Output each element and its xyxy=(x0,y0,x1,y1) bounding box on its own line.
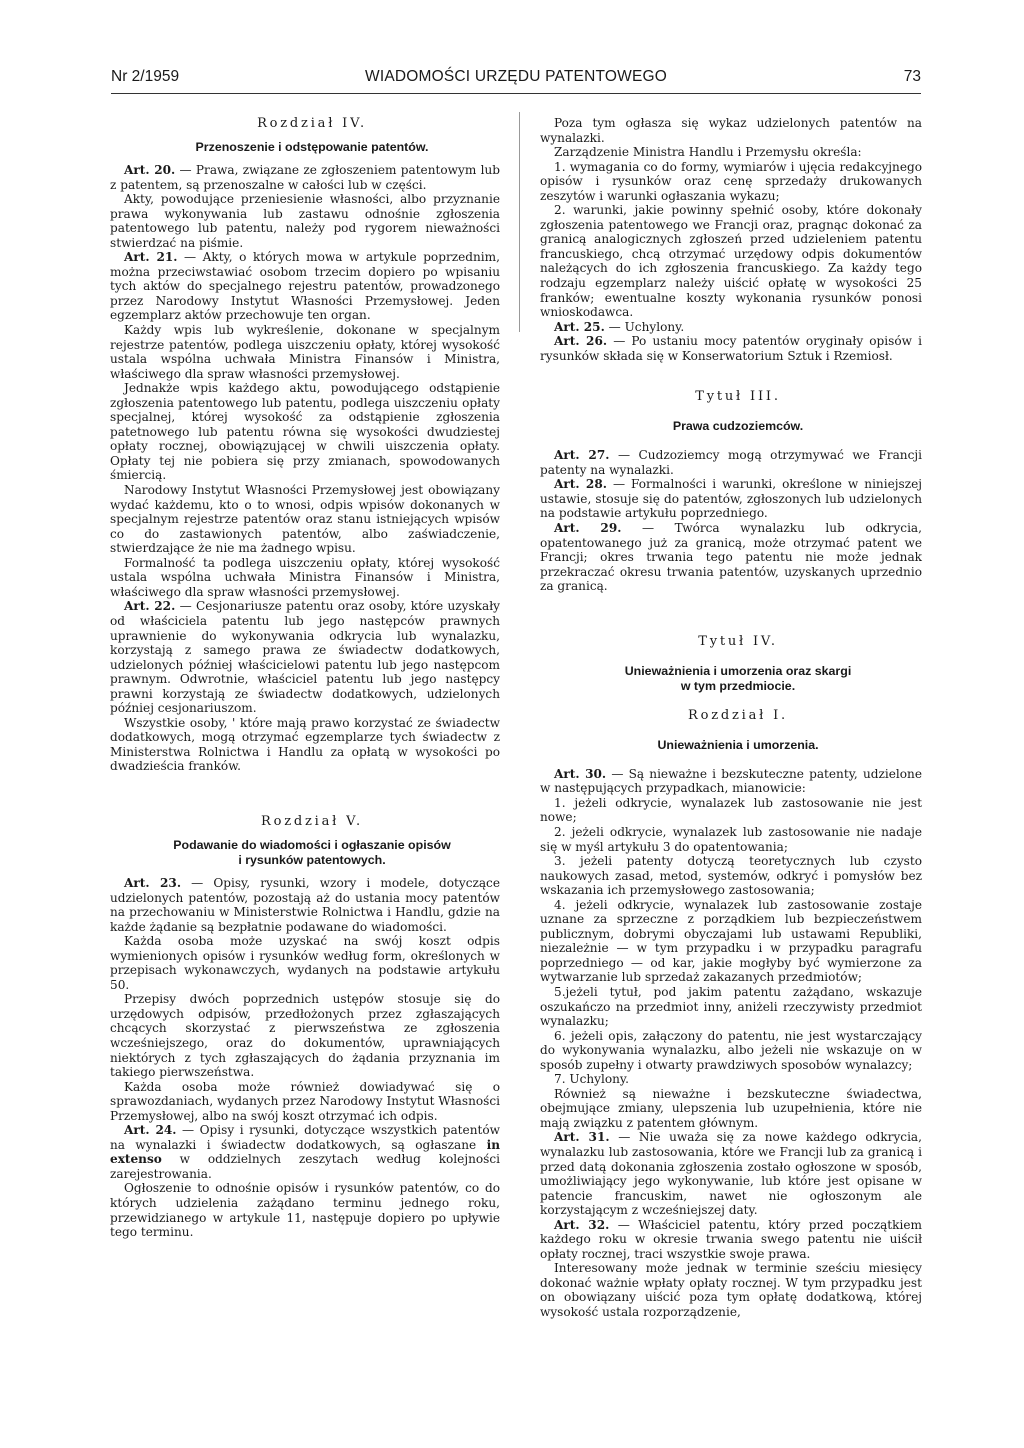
right-para-1: Poza tym ogłasza się wykaz udzielonych patentów na wynalazki. xyxy=(540,116,922,145)
art-30-item-1: 1. jeżeli odkrycie, wynalazek lub zastosowanie nie jest nowe; xyxy=(540,795,922,825)
left-column xyxy=(110,116,500,1240)
page-number: 73 xyxy=(903,68,921,85)
art-21-para-3: Jednakże wpis każdego aktu, powodującego odstąpienie zgłoszenia patentowego lub patentu, podlega uiszczeniu opłaty specjalnej, której wysokość za odstąpienie zgłoszenia patetnowego lub patentu równa się wysokości dwudziestej opłaty rocznej, obowiązującej w chwili uiszczenia opłaty. Opłaty tej nie pobiera się przy zmianach, spowodowanych śmiercią. xyxy=(110,381,500,483)
right-column xyxy=(540,116,922,1320)
chapter-5-title-line-2: i rysunków patentowych. xyxy=(238,852,386,867)
column-divider xyxy=(519,112,520,332)
art-20-para-2: Akty, powodujące przeniesienie własności, albo przyznanie prawa wykonywania lub zastawu odnośnie zgłoszenia patentowego lub patentu, należy pod rygorem nieważności stwierdzać na piśmie. xyxy=(110,192,500,250)
title-4-label: Tytuł IV. xyxy=(698,633,778,649)
art-21-para-2: Każdy wpis lub wykreślenie, dokonane w specjalnym rejestrze patentów, podlega uiszczeniu opłaty, której wysokość ustala wspólna uchwała Ministra Finansów i Ministra, właściwego dla spraw własności przemysłowej. xyxy=(110,323,500,381)
art-29: Art. 29. — Twórca wynalazku lub odkrycia, opatentowanego już za granicą, może otrzymać patent we Francji; okres trwania tego patentu nie może jednak przekraczać okresu trwania patentów, uzyskanych uprzednio za granicą. xyxy=(540,521,922,594)
right-para-3: 1. wymagania co do formy, wymiarów i ujęcia redakcyjnego opisów i rysunków oraz cenę sprzedaży drukowanych zeszytów i warunki ogłaszania wykazu; xyxy=(540,159,922,203)
right-para-2: Zarządzenie Ministra Handlu i Przemysłu określa: xyxy=(554,145,862,160)
art-30-item-6: 6. jeżeli opis, załączony do patentu, nie jest wystarczający do wykonywania wynalazku, albo jeżeli nie wskazuje on w sposób zupełny i otwarty prawdziwych sposobów wynalazcy; xyxy=(540,1028,922,1072)
chapter-1-label: Rozdział I. xyxy=(688,707,788,723)
art-20-para-1: Art. 20. — Prawa, związane ze zgłoszeniem patentowym lub z patentem, są przenoszalne w całości lub w części. xyxy=(110,163,500,192)
art-23-para-2: Każda osoba może uzyskać na swój koszt odpis wymienionych opisów i rysunków według form, określonych w przepisach wykonawczych, wydanych na podstawie artykułu 50. xyxy=(110,934,500,992)
title-3-label: Tytuł III. xyxy=(695,389,781,405)
art-22-para-1: Art. 22. — Cesjonariusze patentu oraz osoby, które uzyskały od właściciela patentu lub jego następców prawnych uprawnienie do wykonywania odkrycia lub wynalazku, korzystają z samego prawa ze świadectw dodatkowych, udzielonych później właścicielowi patentu lub jego następcom prawnym. Odwrotnie, właściciel patentu lub jego następcy prawni korzystają ze świadectw dodatkowych, udzielonych później cesjonariuszom. xyxy=(110,599,500,716)
art-30-item-2: 2. jeżeli odkrycie, wynalazek lub zastosowanie nie nadaje się w myśl artykułu 3 do opatentowania; xyxy=(540,824,922,854)
art-27: Art. 27. — Cudzoziemcy mogą otrzymywać we Francji patenty na wynalazki. xyxy=(540,448,922,477)
art-30-item-4: 4. jeżeli odkrycie, wynalazek lub zastosowanie zostaje uznane za sprzeczne z porządkiem lub bezpieczeństwem publicznym, dobrymi obyczajami lub ustawami Republiki, niezależnie — w tym przypadku i w przypadku paragrafu poprzedniego — od kar, jakie mogłyby być wymierzone za wytwarzanie lub sprzedaż zakazanych przedmiotów; xyxy=(540,897,922,985)
art-21-para-1: Art. 21. — Akty, o których mowa w artykule poprzednim, można przeciwstawiać osobom trzecim dopiero po wpisaniu tych aktów do specjalnego rejestru patentów, prowadzonego przez Narodowy Instytut Własności Przemysłowej. Jeden egzemplarz aktów przechowuje ten organ. xyxy=(110,250,500,323)
title-4-heading-line-1: Unieważnienia i umorzenia oraz skargi xyxy=(624,663,852,678)
art-32: Art. 32. — Właściciel patentu, który przed początkiem każdego roku w okresie trwania swego patentu nie uiścił opłaty rocznej, traci wszystkie swoje prawa. xyxy=(540,1217,922,1261)
art-23-para-1: Art. 23. — Opisy, rysunki, wzory i modele, dotyczące udzielonych patentów, pozostają aż do ustania mocy patentów na przechowaniu w Ministerstwie Rolnictwa i Handlu, gdzie na każde żądanie są bezpłatnie podawane do wiadomości. xyxy=(110,875,500,934)
chapter-4-title: Przenoszenie i odstępowanie patentów. xyxy=(195,140,429,154)
art-26: Art. 26. — Po ustaniu mocy patentów oryginały opisów i rysunków składa się w Konserwatorium Sztuk i Rzemiosł. xyxy=(540,334,922,363)
in-extenso: in extenso xyxy=(110,1137,500,1167)
title-3-heading: Prawa cudzoziemców. xyxy=(672,419,804,434)
art-31: Art. 31. — Nie uważa się za nowe każdego odkrycia, wynalazku lub zastosowania, które we Francji lub za granicą i przed datą dokonania zgłoszenia zostało ogłoszone w sposób, umożliwiający jego wykonywanie, lub które jest opisane w patencie francuskim, nawet nie ogłoszonym ale korzystającym z wcześniejszej daty. xyxy=(540,1130,922,1218)
art-28: Art. 28. — Formalności i warunki, określone w niniejszej ustawie, stosuje się do patentów, zgłoszonych lub udzielonych na podstawie artykułu poprzedniego. xyxy=(540,477,922,521)
art-30-item-5: 5.jeżeli tytuł, pod jakim patentu zażądano, wskazuje oszukańczo na przedmiot inny, aniżeli rzeczywisty przedmiot wynalazku; xyxy=(540,984,922,1029)
chapter-5-label: Rozdział V. xyxy=(261,813,363,829)
running-header xyxy=(111,68,921,92)
art-30-para-2: Również są nieważne i bezskuteczne świadectwa, obejmujące zmiany, ulepszenia lub uzupełnienia, które nie mają związku z patentem głównym. xyxy=(540,1086,922,1130)
chapter-5-title-line-1: Podawanie do wiadomości i ogłaszanie opisów xyxy=(173,837,451,852)
art-32-para-2: Interesowany może jednak w terminie sześciu miesięcy dokonać ważnie wpłaty opłaty rocznej. W tym przypadku jest on obowiązany uiścić poza tym opłatę dodatkową, której wysokość ustala rozporządzenie, xyxy=(540,1261,922,1319)
chapter-4-label: Rozdział IV. xyxy=(257,116,367,131)
art-21-para-4: Narodowy Instytut Własności Przemysłowej jest obowiązany wydać każdemu, kto o to wnosi, odpis wpisów dokonanych w specjalnym rejestrze patentów oraz stanu istniejących wpisów co do zastawionych patentów, albo zaświadczenie, stwierdzające że nie ma żadnego wpisu. xyxy=(110,483,500,556)
art-24-para-1: Art. 24. — Opisy i rysunki, dotyczące wszystkich patentów na wynalazki i świadectw dodatkowych, są ogłaszane in extenso w oddzielnych zeszytach według kolejności zarejestrowania. xyxy=(110,1123,500,1181)
art-25: Art. 25. — Uchylony. xyxy=(554,319,685,334)
art-22-para-2: Wszystkie osoby, ' które mają prawo korzystać ze świadectw dodatkowych, mogą otrzymać egzemplarze tych świadectw z Ministerstwa Rolnictwa i Handlu za opłatą w wysokości po dwadzieścia franków. xyxy=(110,715,500,774)
title-4-heading-line-2: w tym przedmiocie. xyxy=(680,678,796,693)
right-para-4: 2. warunki, jakie powinny spełnić osoby, które dokonały zgłoszenia patentowego we Francji oraz, pragnąc dokonać za granicą analogicznych zgłoszeń przed udzieleniem patentu francuskiego, chcą otrzymać urzędowy odpis dokumentów należących do ich zgłoszenia francuskiego. Za każdy tego rodzaju egzemplarz należy uiścić opłatę w wysokości 25 franków; ewentualne koszty wykonania rysunków ponosi wnioskodawca. xyxy=(540,203,922,320)
art-30-item-7: 7. Uchylony. xyxy=(554,1072,629,1087)
art-21-para-5: Formalność ta podlega uiszczeniu opłaty, której wysokość ustala wspólna uchwała Ministra Finansów i Ministra, właściwego dla spraw własności przemysłowej. xyxy=(110,555,500,599)
header-rule xyxy=(111,93,921,94)
art-23-para-3: Przepisy dwóch poprzednich ustępów stosuje się do urzędowych odpisów, przedłożonych przez zgłaszających chcących skorzystać z pierwszeństwa ze zgłoszenia wcześniejszego, oraz do dokumentów, uprawniających niektórych z tych zgłaszających do żądania przyznania im takiego pierwszeństwa. xyxy=(110,992,500,1080)
art-23-para-4: Każda osoba może również dowiadywać się o sprawozdaniach, wydanych przez Narodowy Instytut Własności Przemysłowej, albo na swój koszt otrzymać ich odpis. xyxy=(110,1079,500,1123)
chapter-1-title: Unieważnienia i umorzenia. xyxy=(657,737,819,752)
issue-number: Nr 2/1959 xyxy=(111,68,180,85)
art-24-para-2: Ogłoszenie to odnośnie opisów i rysunków patentów, co do których udzielenia zażądano terminu jednego roku, przewidzianego w artykule 11, następuje dopiero po upływie tego terminu. xyxy=(110,1181,500,1240)
art-30-intro: Art. 30. — Są nieważne i bezskuteczne patenty, udzielone w następujących przypadkach, mianowicie: xyxy=(540,766,922,796)
art-30-item-3: 3. jeżeli patenty dotyczą teoretycznych lub czysto naukowych zasad, metod, systemów, odkryć i pomysłów bez wskazania ich przemysłowego zastosowania; xyxy=(540,854,922,898)
journal-title: WIADOMOŚCI URZĘDU PATENTOWEGO xyxy=(364,68,668,85)
